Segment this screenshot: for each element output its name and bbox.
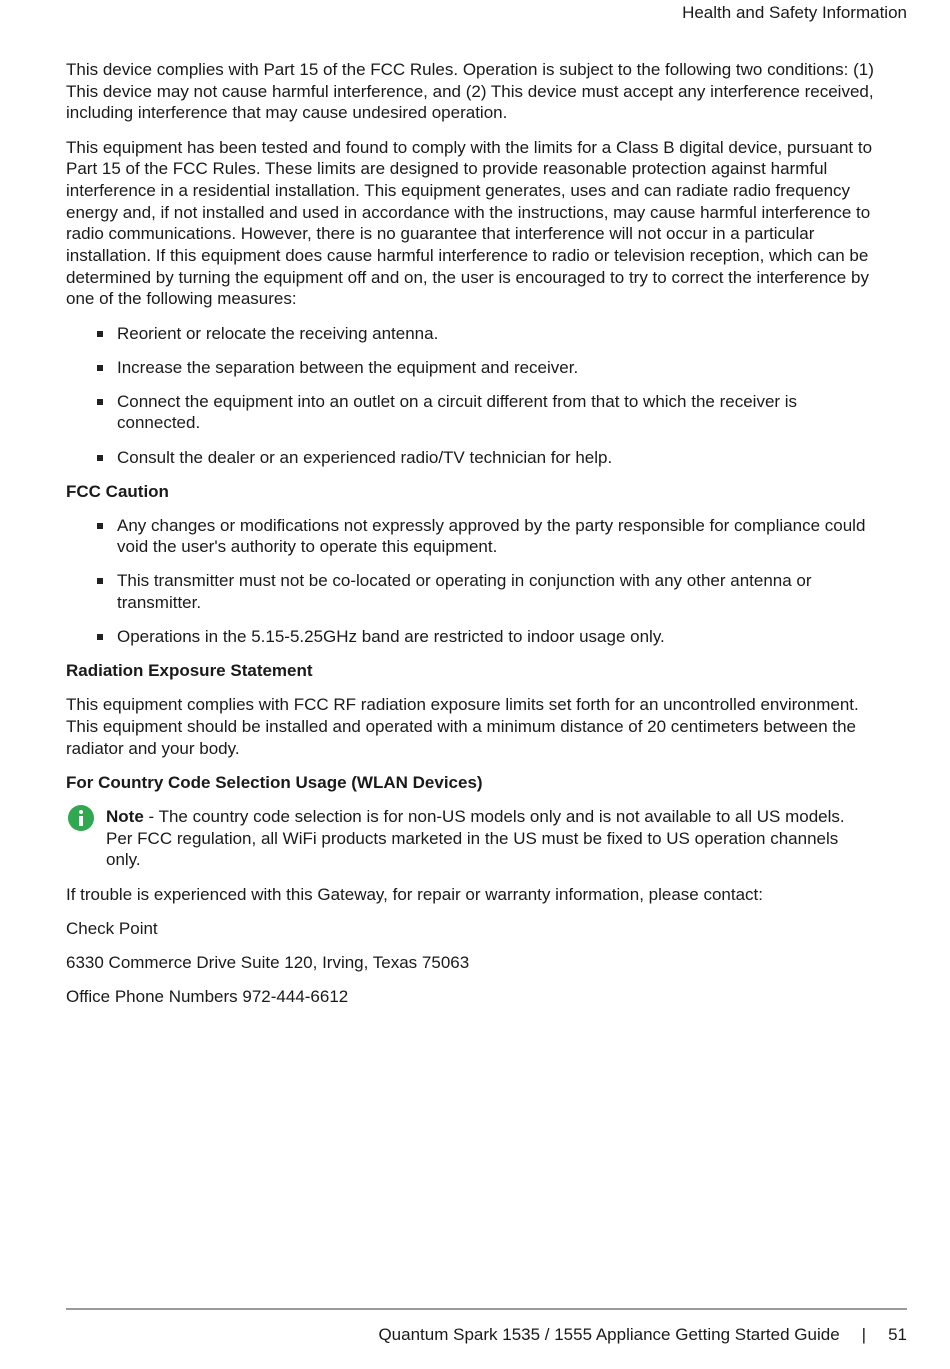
contact-company: Check Point (66, 918, 158, 938)
text-line: void the user's authority to operate this equipment. (117, 537, 498, 557)
footer-divider (66, 1308, 907, 1310)
text-line: This equipment should be installed and operated with a minimum distance of 20 centimeters between the (66, 717, 857, 737)
section-heading: FCC Caution (66, 481, 169, 501)
text-line: Consult the dealer or an experienced radio/TV technician for help. (117, 447, 613, 467)
list-item (66, 515, 911, 558)
text-line: Part 15 of the FCC Rules. These limits are designed to provide reasonable protection against harmful (66, 159, 828, 179)
list-item (66, 391, 911, 434)
bullet-icon (97, 455, 103, 461)
section-heading: For Country Code Selection Usage (WLAN Devices) (66, 772, 483, 792)
section-heading: Radiation Exposure Statement (66, 661, 313, 681)
text-line: This device may not cause harmful interference, and (2) This device must accept any interference received, (66, 81, 874, 101)
text-line: one of the following measures: (66, 289, 297, 309)
contact-phone: Office Phone Numbers 972-444-6612 (66, 986, 349, 1006)
page-footer (378, 1324, 907, 1346)
running-header: Health and Safety Information (682, 3, 907, 22)
text-line: Increase the separation between the equipment and receiver. (117, 357, 579, 377)
text-line: determined by turning the equipment off and on, the user is encouraged to try to correct the interference by (66, 267, 869, 287)
list-item (66, 626, 911, 648)
page-content (66, 59, 911, 1020)
info-icon (68, 805, 94, 831)
text-line: installation. If this equipment does cause harmful interference to radio or television reception, which can be (66, 246, 869, 266)
contact-intro: If trouble is experienced with this Gateway, for repair or warranty information, please contact: (66, 884, 764, 904)
text-line: Operations in the 5.15-5.25GHz band are restricted to indoor usage only. (117, 627, 665, 647)
text-line: including interference that may cause undesired operation. (66, 103, 508, 123)
text-line: Per FCC regulation, all WiFi products marketed in the US must be fixed to US operation channels (106, 828, 839, 848)
footer-separator: | (861, 1325, 867, 1344)
text-line: This device complies with Part 15 of the FCC Rules. Operation is subject to the following two conditions: (1) (66, 60, 874, 79)
bullet-icon (97, 331, 103, 337)
text-line: radio communications. However, there is no guarantee that interference will not occur in a particular (66, 224, 815, 244)
text-line: Connect the equipment into an outlet on a circuit different from that to which the receiver is (117, 391, 798, 411)
text-line: Reorient or relocate the receiving antenna. (117, 323, 439, 343)
bullet-icon (97, 523, 103, 529)
list-item (66, 570, 911, 613)
text-line: only. (106, 850, 141, 870)
note-callout (66, 806, 911, 871)
list-item (66, 447, 911, 469)
compliance-paragraph (66, 59, 911, 124)
bullet-icon (97, 399, 103, 405)
text-line: This equipment has been tested and found to comply with the limits for a Class B digital device, pursuant to (66, 137, 873, 157)
text-line: connected. (117, 413, 201, 433)
text-line: transmitter. (117, 593, 202, 613)
list-item (66, 357, 911, 379)
note-label: Note (106, 807, 144, 827)
bullet-icon (97, 634, 103, 640)
guide-title: Quantum Spark 1535 / 1555 Appliance Getting Started Guide (378, 1325, 840, 1344)
text-line: radiator and your body. (66, 738, 240, 758)
contact-address: 6330 Commerce Drive Suite 120, Irving, Texas 75063 (66, 952, 470, 972)
text-line: - The country code selection is for non-US models only and is not available to all US models. (143, 807, 845, 827)
list-item (66, 323, 911, 345)
text-line: This transmitter must not be co-located or operating in conjunction with any other antenna or (117, 571, 812, 591)
bullet-icon (97, 578, 103, 584)
page-number: 51 (888, 1325, 907, 1344)
text-line: energy and, if not installed and used in accordance with the instructions, may cause harmful interference to (66, 202, 871, 222)
bullet-icon (97, 365, 103, 371)
class-b-paragraph (66, 137, 911, 311)
text-line: This equipment complies with FCC RF radiation exposure limits set forth for an uncontrolled environment. (66, 695, 859, 715)
radiation-paragraph (66, 694, 911, 759)
text-line: Any changes or modifications not expressly approved by the party responsible for compliance could (117, 515, 866, 535)
text-line: interference in a residential installation. This equipment generates, uses and can radiate radio frequency (66, 180, 851, 200)
